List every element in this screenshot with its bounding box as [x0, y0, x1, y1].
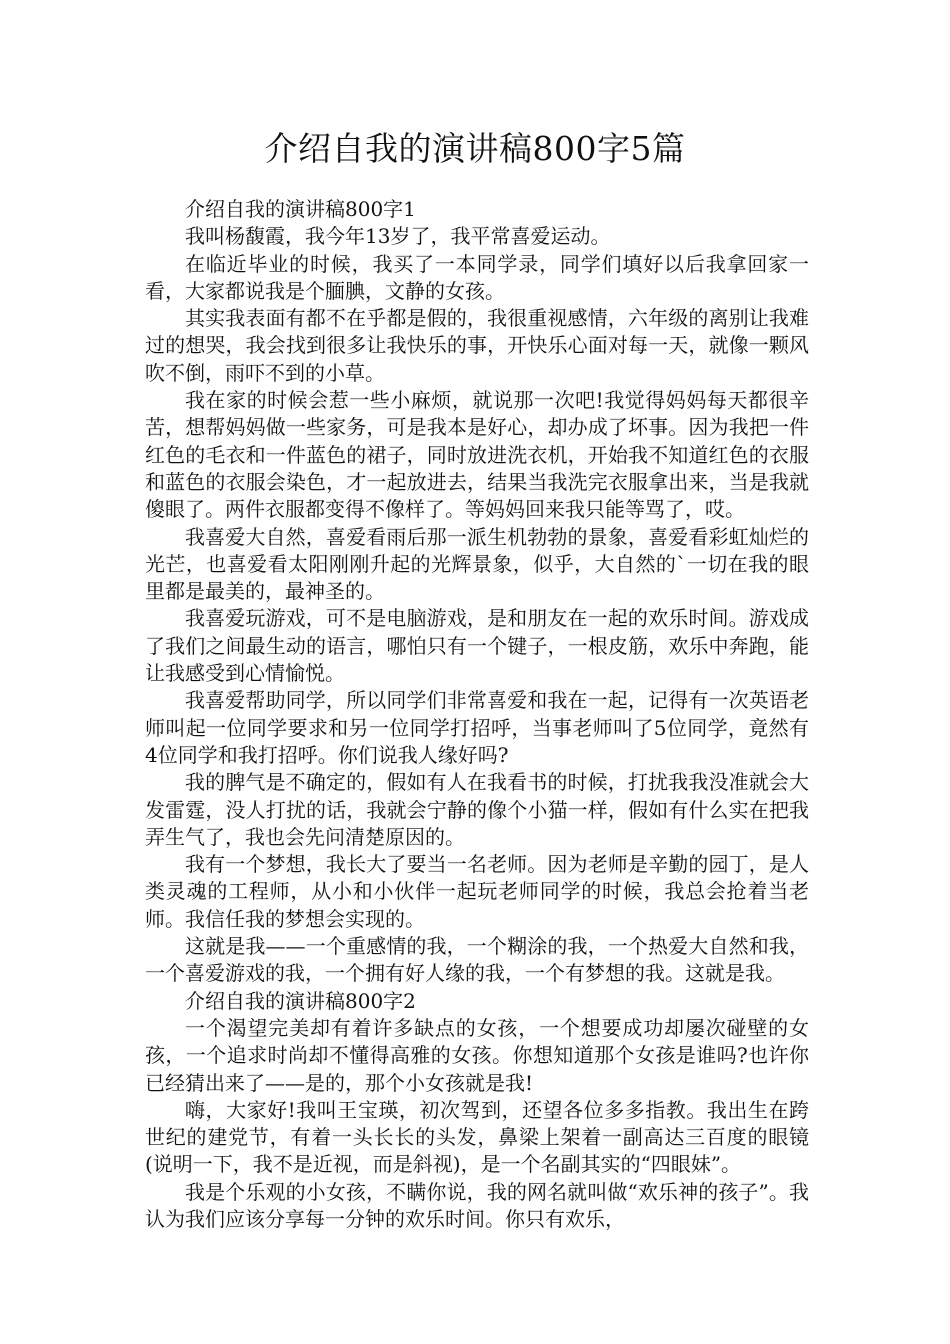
- section-heading: 介绍自我的演讲稿800字1: [185, 197, 416, 221]
- section-heading: 介绍自我的演讲稿800字2: [185, 988, 416, 1013]
- paragraph: 我在家的时候会惹一些小麻烦，就说那一次吧!我觉得妈妈每天都很辛苦，想帮妈妈做一些家务，可是我本是好心，却办成了坏事。因为我把一件红色的毛衣和一件蓝色的裙子，同时放进洗衣机，开始我不知道红色的衣服和蓝色的衣服会染色，才一起放进去，结果当我洗完衣服拿出来，当是我就傻眼了。两件衣服都变得不像样了。等妈妈回来我只能等骂了，哎。: [145, 388, 809, 522]
- paragraph: 我叫杨馥霞，我今年13岁了，我平常喜爱运动。: [185, 224, 611, 249]
- document-title: 介绍自我的演讲稿800字5篇: [264, 129, 686, 168]
- paragraph: 我的脾气是不确定的，假如有人在我看书的时候，打扰我我没准就会大发雷霆，没人打扰的话，我就会宁静的像个小猫一样，假如有什么实在把我弄生气了，我也会先问清楚原因的。: [145, 770, 809, 849]
- paragraph: 在临近毕业的时候，我买了一本同学录，同学们填好以后我拿回家一看，大家都说我是个腼腆，文静的女孩。: [145, 251, 809, 303]
- paragraph: 我是个乐观的小女孩，不瞒你说，我的网名就叫做“欢乐神的孩子”。我认为我们应该分享每一分钟的欢乐时间。你只有欢乐，: [145, 1179, 809, 1231]
- document-body: [145, 196, 809, 1233]
- paragraph: 我有一个梦想，我长大了要当一名老师。因为老师是辛勤的园丁，是人类灵魂的工程师，从小和小伙伴一起玩老师同学的时候，我总会抢着当老师。我信任我的梦想会实现的。: [145, 852, 809, 931]
- paragraph: 这就是我——一个重感情的我，一个糊涂的我，一个热爱大自然和我，一个喜爱游戏的我，一个拥有好人缘的我，一个有梦想的我。这就是我。: [145, 934, 809, 986]
- paragraph: 一个渴望完美却有着许多缺点的女孩，一个想要成功却屡次碰壁的女孩，一个追求时尚却不懂得高雅的女孩。你想知道那个女孩是谁吗?也许你已经猜出来了——是的，那个小女孩就是我!: [145, 1015, 809, 1095]
- paragraph: 嗨，大家好!我叫王宝瑛，初次驾到，还望各位多多指教。我出生在跨世纪的建党节，有着一头长长的头发，鼻梁上架着一副高达三百度的眼镜(说明一下，我不是近视，而是斜视)，是一个名副其实的“四眼妹”。: [145, 1097, 809, 1177]
- paragraph: 我喜爱大自然，喜爱看雨后那一派生机勃勃的景象，喜爱看彩虹灿烂的光芒，也喜爱看太阳刚刚升起的光辉景象，似乎，大自然的`一切在我的眼里都是最美的，最神圣的。: [145, 524, 809, 604]
- paragraph: 其实我表面有都不在乎都是假的，我很重视感情，六年级的离别让我难过的想哭，我会找到很多让我快乐的事，开快乐心面对每一天，就像一颗风吹不倒，雨吓不到的小草。: [145, 306, 809, 385]
- paragraph: 我喜爱帮助同学，所以同学们非常喜爱和我在一起，记得有一次英语老师叫起一位同学要求和另一位同学打招呼，当事老师叫了5位同学，竟然有4位同学和我打招呼。你们说我人缘好吗?: [145, 688, 809, 767]
- paragraph: 我喜爱玩游戏，可不是电脑游戏，是和朋友在一起的欢乐时间。游戏成了我们之间最生动的语言，哪怕只有一个键子，一根皮筋，欢乐中奔跑，能让我感受到心情愉悦。: [145, 606, 809, 686]
